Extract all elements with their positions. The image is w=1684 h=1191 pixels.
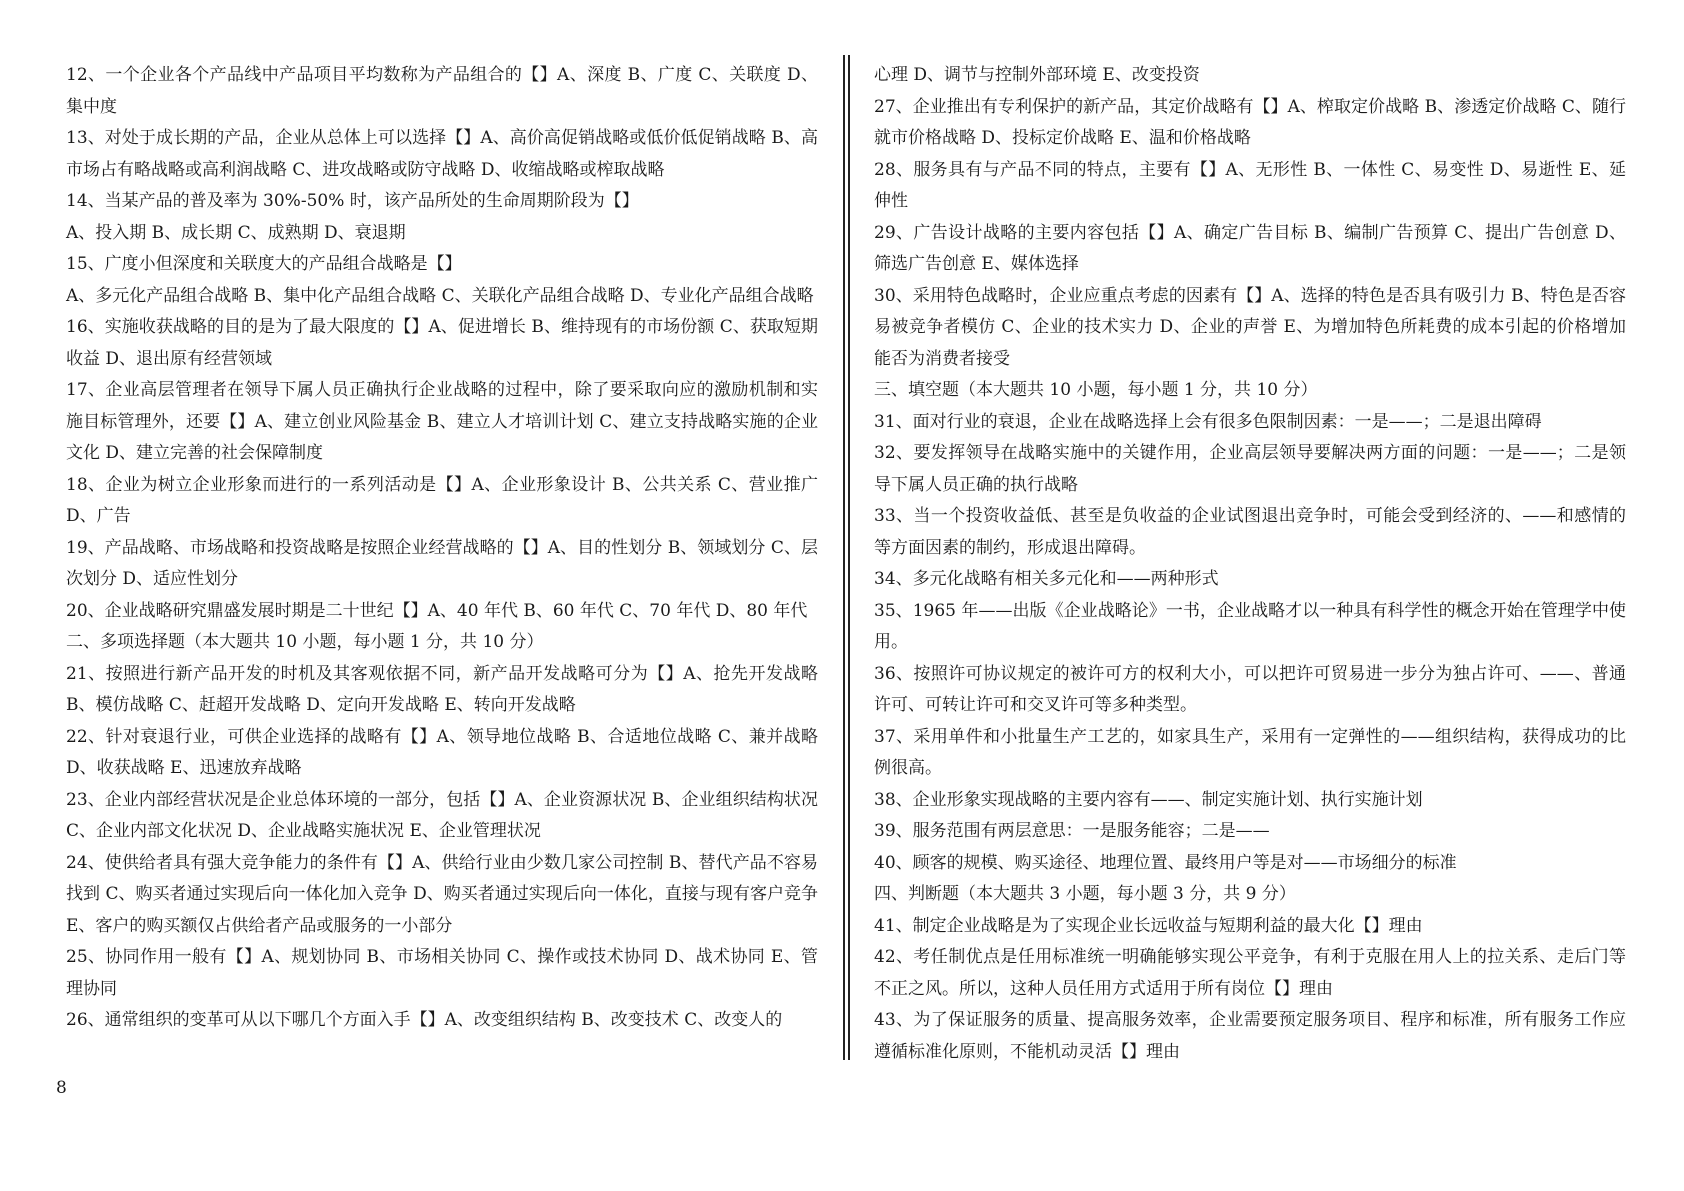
text-paragraph: 33、当一个投资收益低、甚至是负收益的企业试图退出竞争时，可能会受到经济的、——和感情的等方面因素的制约，形成退出障碍。 (874, 506, 1626, 558)
text-paragraph: 35、1965 年——出版《企业战略论》一书，企业战略才以一种具有科学性的概念开始在管理学中使用。 (874, 600, 1626, 652)
text-paragraph: 38、企业形象实现战略的主要内容有——、制定实施计划、执行实施计划 (874, 789, 1423, 810)
left-column (66, 60, 818, 1037)
text-paragraph: A、投入期 B、成长期 C、成熟期 D、衰退期 (66, 222, 406, 243)
text-paragraph: 39、服务范围有两层意思：一是服务能容；二是—— (874, 821, 1270, 841)
text-paragraph: 21、按照进行新产品开发的时机及其客观依据不同，新产品开发战略可分为【】A、抢先开发战略 B、模仿战略 C、赶超开发战略 D、定向开发战略 E、转向开发战略 (66, 663, 818, 715)
text-paragraph: 22、针对衰退行业，可供企业选择的战略有【】A、领导地位战略 B、合适地位战略 C、兼并战略 D、收获战略 E、迅速放弃战略 (66, 726, 818, 778)
text-paragraph: 19、产品战略、市场战略和投资战略是按照企业经营战略的【】A、目的性划分 B、领域划分 C、层次划分 D、适应性划分 (66, 537, 818, 589)
text-paragraph: 34、多元化战略有相关多元化和——两种形式 (874, 569, 1219, 589)
text-paragraph: 29、广告设计战略的主要内容包括【】A、确定广告目标 B、编制广告预算 C、提出广告创意 D、筛选广告创意 E、媒体选择 (874, 222, 1626, 274)
text-paragraph: 二、多项选择题（本大题共 10 小题，每小题 1 分，共 10 分） (66, 632, 544, 652)
text-paragraph: 36、按照许可协议规定的被许可方的权利大小，可以把许可贸易进一步分为独占许可、——、普通许可、可转让许可和交叉许可等多种类型。 (874, 663, 1626, 715)
text-paragraph: 16、实施收获战略的目的是为了最大限度的【】A、促进增长 B、维持现有的市场份额 C、获取短期收益 D、退出原有经营领域 (66, 317, 818, 369)
text-paragraph: 25、协同作用一般有【】A、规划协同 B、市场相关协同 C、操作或技术协同 D、战术协同 E、管理协同 (66, 947, 818, 999)
text-paragraph: 17、企业高层管理者在领导下属人员正确执行企业战略的过程中，除了要采取向应的激励机制和实施目标管理外，还要【】A、建立创业风险基金 B、建立人才培训计划 C、建立支持战略实施的企业文化 D、建立完善的社会保障制度 (66, 380, 818, 463)
page-number: 8 (56, 1078, 67, 1098)
column-divider (848, 55, 850, 1060)
text-paragraph: 26、通常组织的变革可从以下哪几个方面入手【】A、改变组织结构 B、改变技术 C、改变人的 (66, 1010, 783, 1030)
text-paragraph: 四、判断题（本大题共 3 小题，每小题 3 分，共 9 分） (874, 884, 1296, 904)
column-divider (843, 55, 845, 1060)
text-paragraph: 27、企业推出有专利保护的新产品，其定价战略有【】A、榨取定价战略 B、渗透定价战略 C、随行就市价格战略 D、投标定价战略 E、温和价格战略 (874, 96, 1626, 148)
text-paragraph: 37、采用单件和小批量生产工艺的，如家具生产，采用有一定弹性的——组织结构，获得成功的比例很高。 (874, 726, 1626, 778)
text-paragraph: 20、企业战略研究鼎盛发展时期是二十世纪【】A、40 年代 B、60 年代 C、70 年代 D、80 年代 (66, 600, 808, 621)
right-column (874, 60, 1626, 1068)
text-paragraph: 18、企业为树立企业形象而进行的一系列活动是【】A、企业形象设计 B、公共关系 C、营业推广 D、广告 (66, 474, 818, 526)
text-paragraph: 42、考任制优点是任用标准统一明确能够实现公平竞争，有利于克服在用人上的拉关系、走后门等不正之风。所以，这种人员任用方式适用于所有岗位【】理由 (874, 947, 1626, 999)
text-paragraph: 心理 D、调节与控制外部环境 E、改变投资 (874, 65, 1200, 85)
text-paragraph: 24、使供给者具有强大竞争能力的条件有【】A、供给行业由少数几家公司控制 B、替代产品不容易找到 C、购买者通过实现后向一体化加入竞争 D、购买者通过实现后向一体化，直接与现有客户竞争 E、客户的购买额仅占供给者产品或服务的一小部分 (66, 852, 818, 936)
text-paragraph: 23、企业内部经营状况是企业总体环境的一部分，包括【】A、企业资源状况 B、企业组织结构状况 C、企业内部文化状况 D、企业战略实施状况 E、企业管理状况 (66, 789, 818, 841)
text-paragraph: 15、广度小但深度和关联度大的产品组合战略是【】 (66, 254, 462, 274)
text-paragraph: 13、对处于成长期的产品，企业从总体上可以选择【】A、高价高促销战略或低价低促销战略 B、高市场占有略战略或高利润战略 C、进攻战略或防守战略 D、收缩战略或榨取战略 (66, 128, 818, 180)
text-paragraph: 14、当某产品的普及率为 30%-50% 时，该产品所处的生命周期阶段为【】 (66, 191, 639, 211)
text-paragraph: 41、制定企业战略是为了实现企业长远收益与短期利益的最大化【】理由 (874, 915, 1423, 936)
text-paragraph: 32、要发挥领导在战略实施中的关键作用，企业高层领导要解决两方面的问题：一是——；二是领导下属人员正确的执行战略 (874, 443, 1626, 495)
text-paragraph: 28、服务具有与产品不同的特点，主要有【】A、无形性 B、一体性 C、易变性 D、易逝性 E、延伸性 (874, 159, 1626, 211)
text-paragraph: 12、一个企业各个产品线中产品项目平均数称为产品组合的【】A、深度 B、广度 C、关联度 D、集中度 (66, 65, 818, 117)
text-paragraph: A、多元化产品组合战略 B、集中化产品组合战略 C、关联化产品组合战略 D、专业化产品组合战略 (66, 285, 814, 306)
text-paragraph: 43、为了保证服务的质量、提高服务效率，企业需要预定服务项目、程序和标准，所有服务工作应遵循标准化原则，不能机动灵活【】理由 (874, 1010, 1626, 1062)
text-paragraph: 31、面对行业的衰退，企业在战略选择上会有很多色限制因素：一是——；二是退出障碍 (874, 411, 1542, 432)
text-paragraph: 30、采用特色战略时，企业应重点考虑的因素有【】A、选择的特色是否具有吸引力 B、特色是否容易被竞争者模仿 C、企业的技术实力 D、企业的声誉 E、为增加特色所耗费的成本引起的价格增加能否为消费者接受 (874, 285, 1626, 369)
text-paragraph: 三、填空题（本大题共 10 小题，每小题 1 分，共 10 分） (874, 380, 1318, 400)
text-paragraph: 40、顾客的规模、购买途径、地理位置、最终用户等是对——市场细分的标准 (874, 852, 1457, 873)
